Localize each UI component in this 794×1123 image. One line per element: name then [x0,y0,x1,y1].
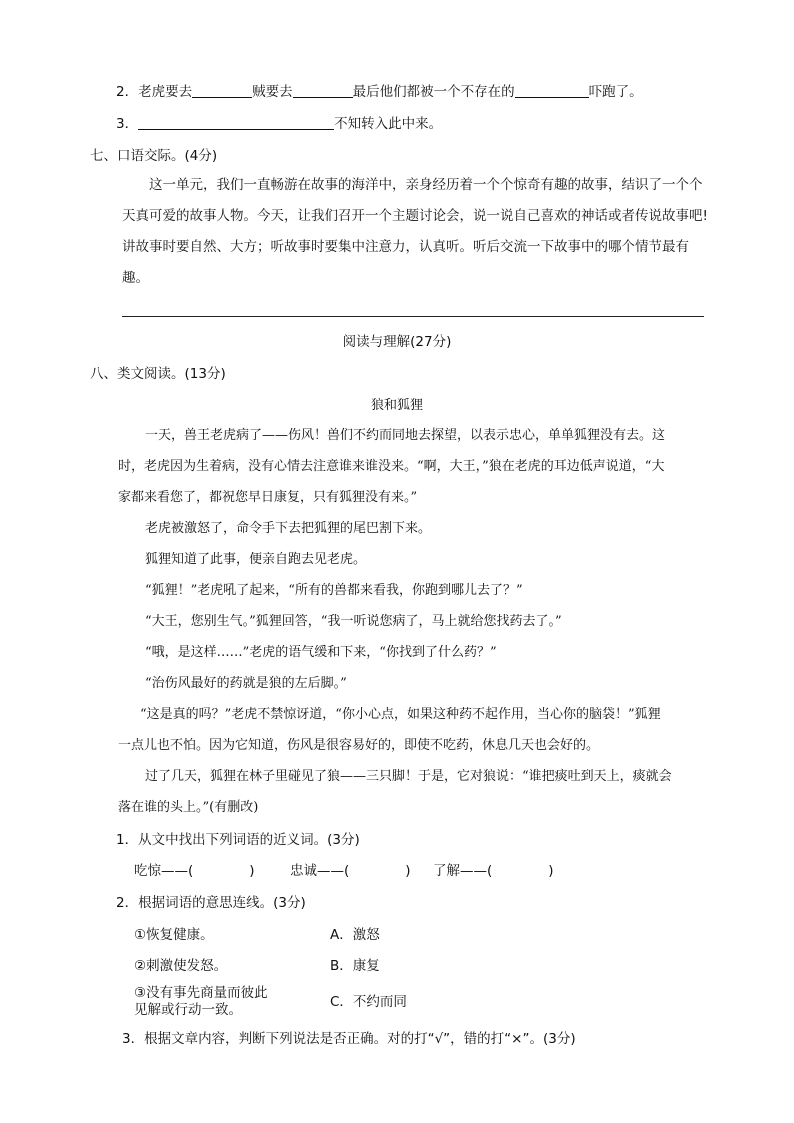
story-line: 老虎被激怒了，命令手下去把狐狸的尾巴割下来。 [145,521,432,536]
synonym-item [433,862,554,880]
match-right-item: C．不约而同 [330,994,407,1010]
q8-1-heading: 1．从文中找出下列词语的近义词。(3分) [116,832,360,848]
story-line: 狐狸知道了此事，便亲自跑去见老虎。 [145,552,367,567]
q8-2-heading: 2．根据词语的意思连线。(3分) [116,895,306,911]
story-line: 时，老虎因为生着病，没有心情去注意谁来谁没来。“啊，大王，”狼在老虎的耳边低声说道，“大 [118,459,665,474]
story-line: “大王，您别生气。”狐狸回答，“我一听说您病了，马上就给您找药去了。” [145,614,562,629]
synonym-word: 吃惊——( [134,863,194,879]
synonym-word: 了解——( [433,863,493,879]
story-line: “狐狸！”老虎吼了起来，“所有的兽都来看我，你跑到哪儿去了？” [145,583,523,598]
question-2 [116,83,643,101]
story-line: 落在谁的头上。”(有删改) [118,800,259,815]
answer-blank[interactable] [515,83,589,98]
match-left-item-cont: 见解或行动一致。 [134,1002,242,1018]
match-left-item: ①恢复健康。 [134,927,214,943]
story-title: 狼和狐狸 [370,398,423,413]
match-right-item: B．康复 [330,958,380,974]
story-line: “这是真的吗？”老虎不禁惊讶道，“你小心点，如果这种药不起作用，当心你的脑袋！”狐狸 [140,707,661,722]
section-7-paragraph: 这一单元，我们一直畅游在故事的海洋中，亲身经历着一个个惊奇有趣的故事，结识了一个个天真可爱的故事人物。今天，让我们召开一个主题讨论会，说一说自己喜欢的神话或者传说故事吧!讲故事时要自然、大方；听故事时要集中注意力，认真听。听后交流一下故事中的哪个情节最有趣。 [122,177,708,286]
q2-prefix: 2．老虎要去 [116,84,193,100]
story-line: 家都来看您了，都祝您早日康复，只有狐狸没有来。” [118,490,418,505]
synonym-close: ) [249,863,255,879]
answer-blank[interactable] [349,863,405,877]
story-line: 一天，兽王老虎病了——伤风！兽们不约而同地去探望，以表示忠心，单单狐狸没有去。这 [145,428,666,443]
story-line: “哦，是这样……”老虎的语气缓和下来，“你找到了什么药？” [145,645,497,660]
story-line: 一点儿也不怕。因为它知道，伤风是很容易好的，即使不吃药，休息几天也会好的。 [118,738,600,753]
match-left-item: ②刺激使发怒。 [134,958,228,974]
q3-suffix: 不知转入此中来。 [334,116,443,132]
story-line: “治伤风最好的药就是狼的左后脚。” [145,676,347,691]
answer-blank[interactable] [492,863,548,877]
divider [122,316,704,317]
q2-mid2: 最后他们都被一个不存在的 [352,84,515,100]
answer-blank[interactable] [293,83,353,98]
answer-blank[interactable] [138,115,334,130]
match-right-item: A．激怒 [330,927,380,943]
q8-3-heading: 3．根据文章内容，判断下列说法是否正确。对的打“√”，错的打“×”。(3分) [122,1031,576,1047]
answer-blank[interactable] [193,863,249,877]
synonym-word: 忠诚——( [290,863,350,879]
match-left-item: ③没有事先商量而彼此 [134,985,268,1001]
section-7-heading: 七、口语交际。(4分) [90,148,218,164]
q2-suffix: 吓跑了。 [588,84,643,100]
section-8-heading: 八、类文阅读。(13分) [90,366,226,382]
synonym-item [290,862,411,880]
answer-blank[interactable] [192,83,252,98]
reading-section-title: 阅读与理解(27分) [342,334,452,350]
synonym-close: ) [405,863,411,879]
story-line: 过了几天，狐狸在林子里碰见了狼——三只脚！于是，它对狼说：“谁把痰吐到天上，痰就会 [145,769,672,784]
question-3 [116,115,442,133]
synonym-close: ) [548,863,554,879]
q3-prefix: 3． [116,116,139,132]
q2-mid1: 贼要去 [252,84,293,100]
synonym-item [134,862,255,880]
